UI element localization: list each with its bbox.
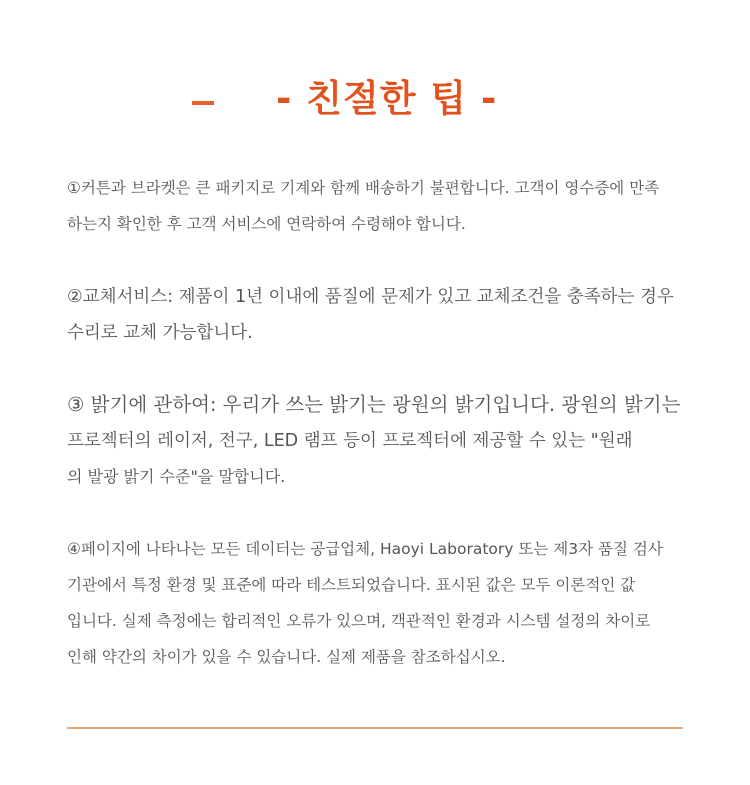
tip-1-line: 하는지 확인한 후 고객 서비스에 연락하여 수령해야 합니다. bbox=[67, 215, 466, 233]
tip-2-line: ②교체서비스: 제품이 1년 이내에 품질에 문제가 있고 교체조건을 충족하는 경우 bbox=[67, 287, 674, 307]
tip-3-line: ③ 밝기에 관하여: 우리가 쓰는 밝기는 광원의 밝기입니다. 광원의 밝기는 bbox=[67, 393, 681, 416]
tip-4-line: 입니다. 실제 측정에는 합리적인 오류가 있으며, 객관적인 환경과 시스템 설정의 차이로 bbox=[67, 612, 651, 630]
tip-2 bbox=[67, 283, 687, 355]
tip-1 bbox=[67, 176, 687, 248]
tip-4-line: ④페이지에 나타나는 모든 데이터는 공급업체, Haoyi Laboratory 또는 제3자 품질 검사 bbox=[67, 540, 663, 558]
tip-1-line: ①커튼과 브라켓은 큰 패키지로 기계와 함께 배송하기 불편합니다. 고객이 영수증에 만족 bbox=[67, 179, 660, 197]
tips-header bbox=[0, 0, 750, 140]
tip-4 bbox=[67, 537, 687, 681]
tip-2-line: 수리로 교체 가능합니다. bbox=[67, 323, 253, 343]
page-title: - 친절한 팁 - bbox=[276, 77, 498, 120]
tip-3 bbox=[67, 391, 687, 499]
tip-3-line: 프로젝터의 레이저, 전구, LED 램프 등이 프로젝터에 제공할 수 있는 "원래 bbox=[67, 431, 633, 451]
tip-3-line: 의 발광 밝기 수준"을 말합니다. bbox=[67, 467, 286, 486]
bottom-divider bbox=[67, 727, 683, 729]
tip-4-line: 기관에서 특정 환경 및 표준에 따라 테스트되었습니다. 표시된 값은 모두 이론적인 값 bbox=[67, 576, 636, 594]
tip-4-line: 인해 약간의 차이가 있을 수 있습니다. 실제 제품을 참조하십시오. bbox=[67, 648, 506, 666]
decorative-dash bbox=[192, 101, 214, 105]
